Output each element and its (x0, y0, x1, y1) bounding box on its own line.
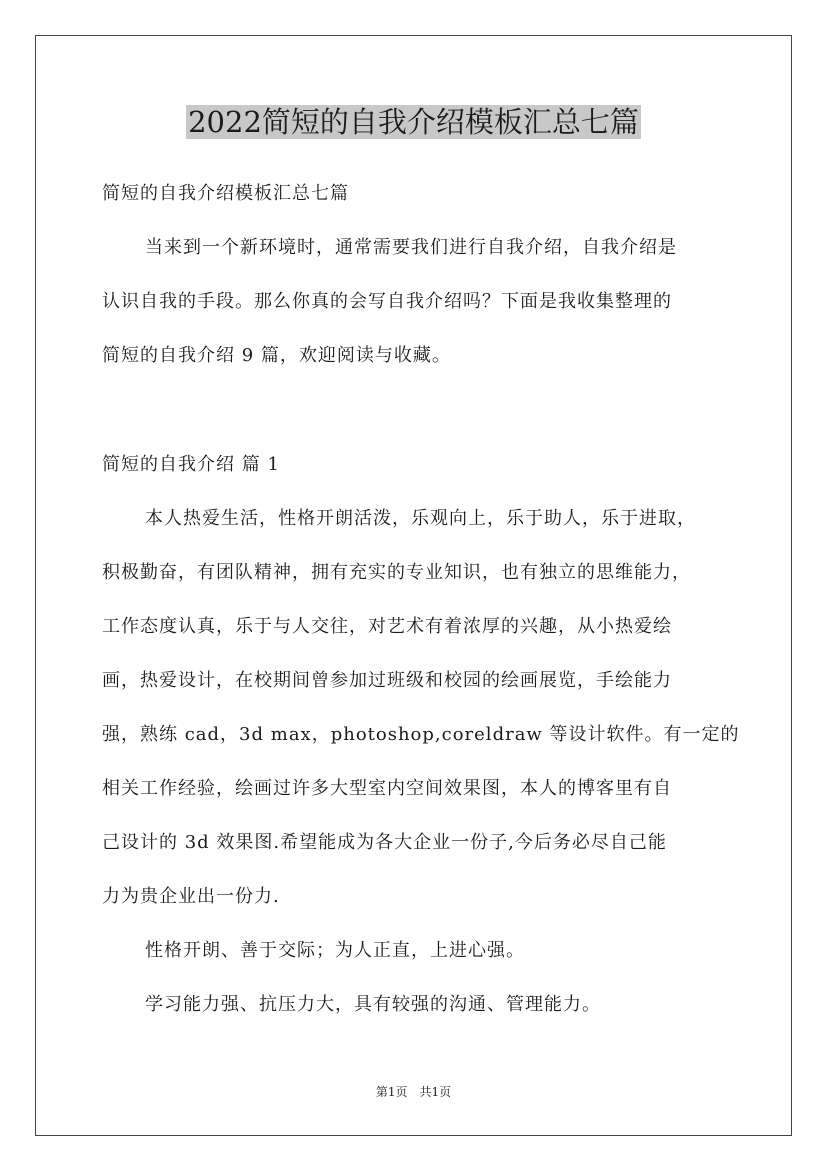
paragraph-abilities: 学习能力强、抗压力大，具有较强的沟通、管理能力。 (145, 994, 601, 1015)
intro-line-3: 简短的自我介绍 9 篇，欢迎阅读与收藏。 (102, 345, 451, 366)
intro-line-1: 当来到一个新环境时，通常需要我们进行自我介绍，自我介绍是 (145, 237, 677, 258)
paragraph-line-7: 己设计的 3d 效果图.希望能成为各大企业一份子,今后务必尽自己能 (102, 832, 667, 853)
page-footer: 第1页 共1页 (375, 1085, 452, 1099)
section-heading: 简短的自我介绍 篇 1 (102, 454, 280, 475)
paragraph-line-8: 力为贵企业出一份力. (102, 886, 280, 907)
document-title-text: 2022简短的自我介绍模板汇总七篇 (188, 105, 639, 139)
document-subtitle: 简短的自我介绍模板汇总七篇 (102, 183, 349, 204)
paragraph-line-1: 本人热爱生活，性格开朗活泼，乐观向上，乐于助人，乐于进取， (145, 508, 696, 529)
paragraph-line-2: 积极勤奋，有团队精神，拥有充实的专业知识，也有独立的思维能力， (102, 562, 691, 583)
document-title (0, 100, 827, 144)
paragraph-line-3: 工作态度认真，乐于与人交往，对艺术有着浓厚的兴趣，从小热爱绘 (102, 616, 672, 637)
paragraph-traits: 性格开朗、善于交际；为人正直，上进心强。 (145, 940, 525, 961)
paragraph-line-6: 相关工作经验，绘画过许多大型室内空间效果图，本人的博客里有自 (102, 778, 672, 799)
paragraph-line-4: 画，热爱设计，在校期间曾参加过班级和校园的绘画展览，手绘能力 (102, 670, 672, 691)
paragraph-line-5: 强，熟练 cad，3d max，photoshop,coreldraw 等设计软件。有一定的 (102, 724, 740, 745)
intro-line-2: 认识自我的手段。那么你真的会写自我介绍吗？下面是我收集整理的 (102, 291, 672, 312)
